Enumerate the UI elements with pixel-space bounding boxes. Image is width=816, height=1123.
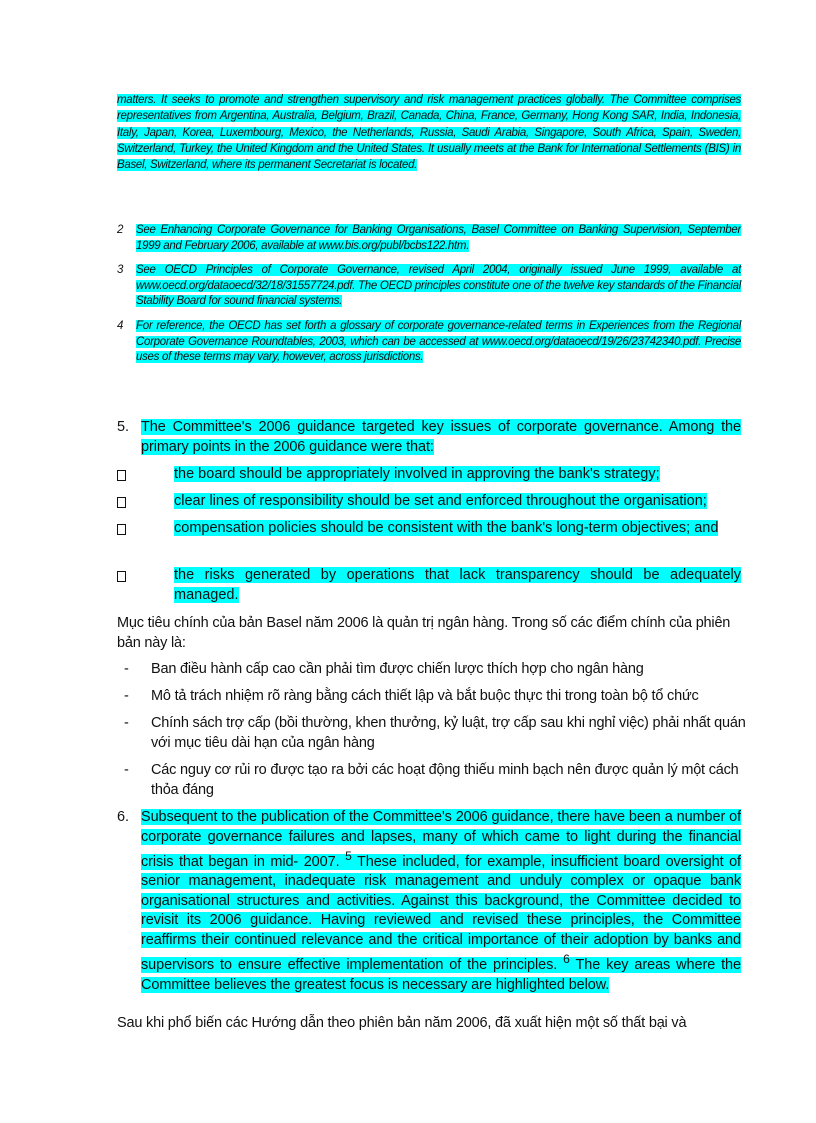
checkbox-bullet-icon xyxy=(117,524,126,535)
footnote-2: 2 See Enhancing Corporate Governance for Banking Organisations, Basel Committee on Banking Supervision, September 1999 and February 2006, available at www.bis.org/publ/bcbs122.htm. xyxy=(117,224,741,252)
vietnamese-list-item: - Mô tả trách nhiệm rõ ràng bằng cách thiết lập và bắt buộc thực thi trong toàn bộ tổ chức xyxy=(124,688,699,704)
footnote-4: 4 For reference, the OECD has set forth a glossary of corporate governance-related terms in Experiences from the Regional Corporate Governance Roundtables, 2003, which can be accessed at www.oecd.org/dataoecd/19/26/23742340.pdf. Precise uses of these terms may vary, however, across jurisdictions. xyxy=(117,320,741,364)
footnote-3: 3 See OECD Principles of Corporate Governance, revised April 2004, originally issued June 1999, available at www.oecd.org/dataoecd/32/18/31557724.pdf. The OECD principles constitute one of the twelve key standards of the Financial Stability Board for sound financial systems. xyxy=(117,264,741,308)
checkbox-bullet-icon xyxy=(117,497,126,508)
footnote-ref-6[interactable]: 6 xyxy=(563,952,570,967)
vietnamese-list-item: - Các nguy cơ rủi ro được tạo ra bởi các hoạt động thiếu minh bạch nên được quản lý một cách thỏa đáng xyxy=(124,762,739,798)
bullet-item: the board should be appropriately involved in approving the bank's strategy; xyxy=(117,465,741,485)
vietnamese-summary-6: Sau khi phổ biến các Hướng dẫn theo phiên bản năm 2006, đã xuất hiện một số thất bại và xyxy=(117,1015,687,1031)
vietnamese-list-item: - Ban điều hành cấp cao cần phải tìm được chiến lược thích hợp cho ngân hàng xyxy=(124,661,644,677)
bullet-item: the risks generated by operations that lack transparency should be adequately managed. xyxy=(117,566,741,605)
vietnamese-summary-5: Mục tiêu chính của bản Basel năm 2006 là quản trị ngân hàng. Trong số các điểm chính của phiên bản này là: xyxy=(117,615,731,651)
paragraph-5: 5. The Committee's 2006 guidance targeted key issues of corporate governance. Among the primary points in the 2006 guidance were that: xyxy=(117,419,741,455)
paragraph-6: 6. Subsequent to the publication of the Committee's 2006 guidance, there have been a number of corporate governance failures and lapses, many of which came to light during the financial crisis that began in mid- 2007. $^5$ These included, for example, insufficient board oversight of senior management, inadequate risk management and unduly complex or opaque bank organisational structures and activities. Against this background, the Committee decided to revisit its 2006 guidance. Having reviewed and revised these principles, the Committee reaffirms their continued relevance and the critical importance of their adoption by banks and supervisors to ensure effective implementation of the principles. $^6$ The key areas where the Committee believes the greatest focus is necessary are highlighted below. xyxy=(117,809,741,993)
footnote-ref-5[interactable]: 5 xyxy=(345,849,352,863)
checkbox-bullet-icon xyxy=(117,571,126,582)
intro-paragraph: matters. It seeks to promote and strengthen supervisory and risk management practices globally. The Committee comprises representatives from Argentina, Australia, Belgium, Brazil, Canada, China, France, Germany, Hong Kong SAR, India, Indonesia, Italy, Japan, Korea, Luxembourg, Mexico, the Netherlands, Russia, Saudi Arabia, Singapore, South Africa, Spain, Sweden, Switzerland, Turkey, the United Kingdom and the United States. It usually meets at the Bank for International Settlements (BIS) in Basel, Switzerland, where its permanent Secretariat is located. xyxy=(117,94,741,172)
bullet-item: compensation policies should be consistent with the bank's long-term objectives; and xyxy=(117,519,741,539)
checkbox-bullet-icon xyxy=(117,470,126,481)
bullet-item: clear lines of responsibility should be set and enforced throughout the organisation; xyxy=(117,492,741,512)
vietnamese-list-item: - Chính sách trợ cấp (bồi thường, khen thưởng, kỷ luật, trợ cấp sau khi nghỉ việc) phải nhất quán với mục tiêu dài hạn của ngân hàng xyxy=(124,715,746,751)
